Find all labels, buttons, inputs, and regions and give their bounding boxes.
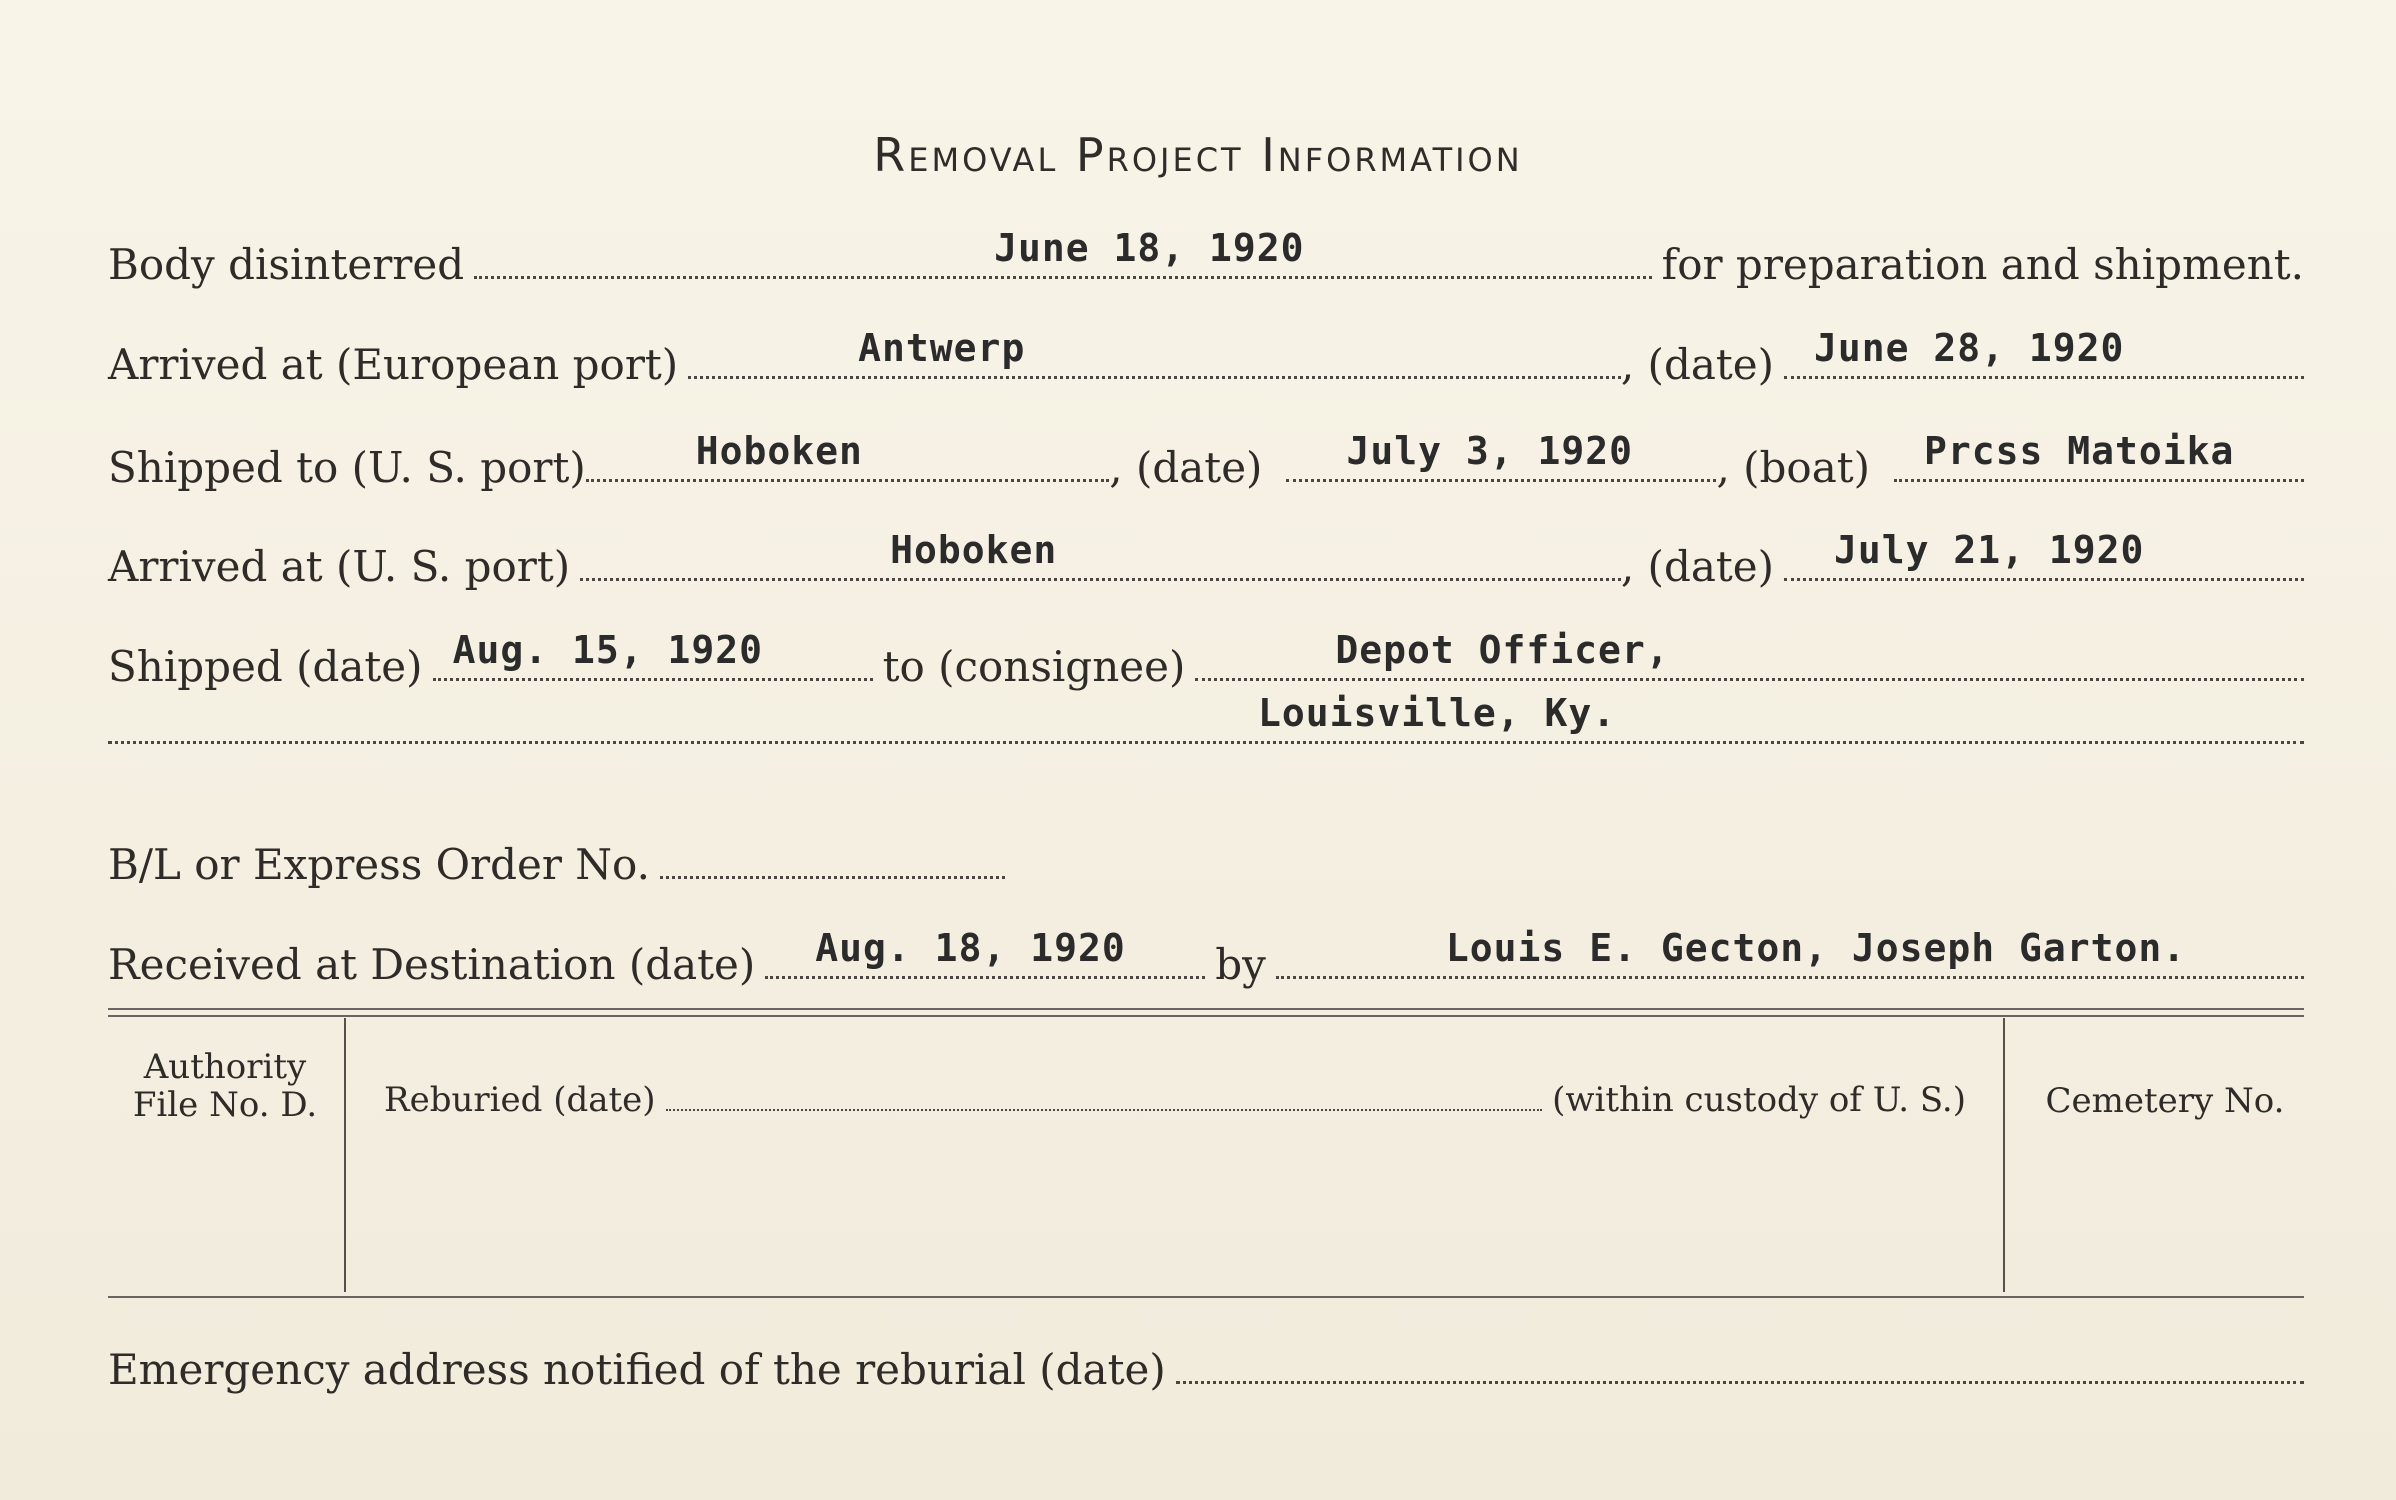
row-shipped-consignee: [108, 628, 2304, 691]
cemetery-no-label: Cemetery No.: [2045, 1081, 2285, 1121]
value-boat: Prcss Matoika: [1924, 429, 2235, 473]
line-ship-out-date: [433, 628, 873, 681]
label-date-euro: , (date): [1620, 340, 1774, 389]
line-consignee-2: [108, 691, 2304, 744]
form-title: Removal Project Information: [873, 128, 1523, 182]
row-shipped-to: [108, 429, 2304, 492]
box-bottom-rule: [108, 1296, 2304, 1298]
value-shipped-date: July 3, 1920: [1346, 429, 1633, 473]
line-emergency-date: [1176, 1380, 2304, 1384]
divider-double-top: [108, 1008, 2304, 1010]
label-reburied: Reburied (date): [384, 1080, 656, 1120]
label-shipped-date: Shipped (date): [108, 642, 423, 691]
row-european-port: [108, 326, 2304, 389]
line-received-by: [1276, 926, 2304, 979]
line-reburied-date: [666, 1108, 1543, 1111]
authority-label-line2: File No. D.: [132, 1085, 318, 1125]
label-shipped-to: Shipped to (U. S. port): [108, 443, 586, 492]
line-us-port-arrived: [580, 528, 1621, 581]
row-consignee-continued: [108, 691, 2304, 744]
authority-file-label: [120, 1048, 330, 1124]
value-us-arrival-date: July 21, 1920: [1834, 528, 2145, 572]
label-arrived-us: Arrived at (U. S. port): [108, 542, 571, 591]
line-shipped-date: [1286, 429, 1716, 482]
label-arrived-european: Arrived at (European port): [108, 340, 679, 389]
value-received-date: Aug. 18, 1920: [815, 926, 1126, 970]
line-us-port-shipped: [586, 429, 1110, 482]
row-reburied: [384, 1080, 1966, 1120]
value-consignee-line1: Depot Officer,: [1335, 628, 1670, 672]
label-to-consignee: to (consignee): [882, 642, 1186, 691]
label-received: Received at Destination (date): [108, 940, 756, 989]
label-body-disinterred: Body disinterred: [108, 240, 465, 289]
line-received-date: [765, 926, 1205, 979]
column-divider-right: [2003, 1018, 2005, 1292]
column-divider-left: [344, 1018, 346, 1292]
value-us-port-arrived: Hoboken: [890, 528, 1058, 572]
line-us-arrival-date: [1784, 528, 2304, 581]
row-received: [108, 926, 2304, 989]
value-disinterred-date: June 18, 1920: [994, 226, 1305, 270]
value-european-port: Antwerp: [858, 326, 1026, 370]
label-date-shipped: , (date): [1109, 443, 1263, 492]
label-by: by: [1215, 940, 1266, 989]
label-for-preparation: for preparation and shipment.: [1661, 240, 2304, 289]
label-custody: (within custody of U. S.): [1552, 1080, 1966, 1120]
label-emergency: Emergency address notified of the reburial (date): [108, 1345, 1166, 1394]
line-euro-date: [1784, 326, 2304, 379]
label-boat: , (boat): [1716, 443, 1870, 492]
row-emergency: [108, 1345, 2304, 1394]
row-us-arrival: [108, 528, 2304, 591]
value-us-port-shipped: Hoboken: [695, 429, 863, 473]
line-european-port: [688, 326, 1621, 379]
authority-label-line1: Authority: [143, 1047, 307, 1087]
line-disinterred: [474, 226, 1652, 279]
label-date-us-arrival: , (date): [1620, 542, 1774, 591]
row-bl: [108, 840, 1015, 889]
line-consignee-1: [1195, 628, 2304, 681]
value-ship-out-date: Aug. 15, 1920: [452, 628, 763, 672]
divider-double-bottom: [108, 1015, 2304, 1017]
value-consignee-line2: Louisville, Ky.: [1258, 691, 1617, 735]
row-disinterred: [108, 226, 2304, 289]
label-bl-order: B/L or Express Order No.: [108, 840, 650, 889]
line-boat: [1894, 429, 2304, 482]
line-bl-number: [660, 875, 1005, 879]
value-received-by: Louis E. Gecton, Joseph Garton.: [1445, 926, 2187, 970]
value-euro-date: June 28, 1920: [1814, 326, 2125, 370]
